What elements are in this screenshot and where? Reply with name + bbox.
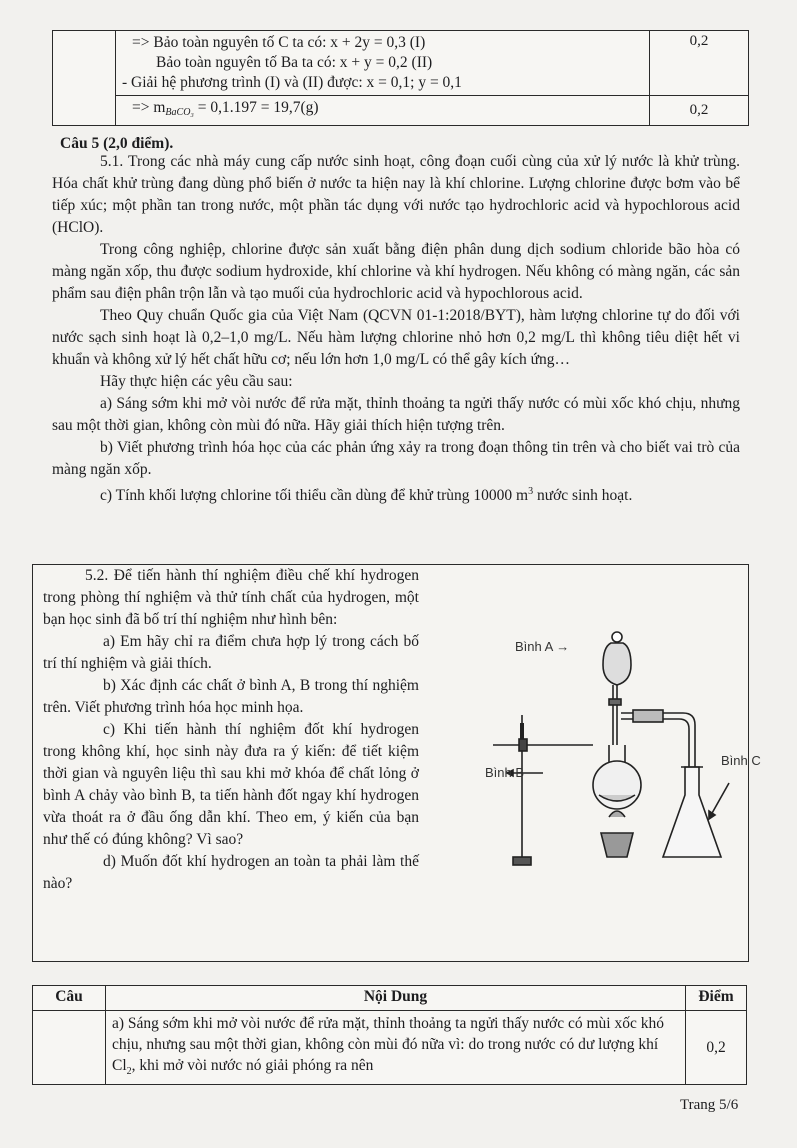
paragraph-standard: Theo Quy chuẩn Quốc gia của Việt Nam (QCVN 01-1:2018/BYT), hàm lượng chlorine tự do đối với nước sạch sinh hoạt là 0,2–1,0 mg/L. Nếu hàm lượng chlorine nhỏ hơn 0,2 mg/L thì không tiêu diệt hết vi khuẩn và không xử lý hết chất hữu cơ; nếu lớn hơn 1,0 mg/L có thể gây kích ứng… <box>52 307 740 368</box>
solution-line-3: - Giải hệ phương trình (I) và (II) được: x = 0,1; y = 0,1 <box>122 74 462 91</box>
answer-content-cell: a) Sáng sớm khi mở vòi nước để rửa mặt, thỉnh thoảng ta ngửi thấy nước có mùi xốc khó chịu, nhưng sau một thời gian, không còn mùi đó nữa vì: do trong nước có dư lượng khí $Cl_2$, khi mở vòi nước nó giải phóng ra nên <box>106 1011 686 1085</box>
flask-a-stopper <box>612 632 622 642</box>
solution-table-top <box>52 30 749 126</box>
flask-a <box>603 643 631 685</box>
lab-apparatus-diagram <box>433 595 761 905</box>
burner <box>601 833 633 857</box>
paragraph-requirements: Hãy thực hiện các yêu cầu sau: <box>100 373 293 390</box>
score-cell-2 <box>650 96 749 126</box>
header-content: Nội Dung <box>106 986 686 1011</box>
solution-line-4: => $m_{BaCO_3} = 0,1.197 = 19,7(g)$ <box>132 99 319 118</box>
score-1: 0,2 <box>689 33 709 49</box>
stand-base <box>513 857 531 865</box>
section-5-2-a: a) Em hãy chỉ ra điểm chưa hợp lý trong cách bố trí thí nghiệm và giải thích. <box>43 633 419 672</box>
section-5-2-d: d) Muốn đốt khí hydrogen an toàn ta phải làm thế nào? <box>43 853 419 892</box>
score-cell-1 <box>650 31 749 96</box>
solution-line-2: Bảo toàn nguyên tố Ba ta có: x + y = 0,2 (II) <box>156 54 433 71</box>
question-5-1-c: c) Tính khối lượng chlorine tối thiểu cần dùng để khử trùng 10000 $m^3$ nước sinh hoạt. <box>100 486 633 505</box>
question-5-1-b: b) Viết phương trình hóa học của các phản ứng xảy ra trong đoạn thông tin trên và cho biết vai trò của màng ngăn xốp. <box>52 439 740 478</box>
label-flask-a: Bình A → <box>515 639 570 654</box>
section-5-2-b: b) Xác định các chất ở bình A, B trong thí nghiệm trên. Viết phương trình hóa học minh họa. <box>43 677 419 716</box>
page-number: Trang 5/6 <box>680 1097 739 1113</box>
label-flask-b: Bình B <box>485 765 525 780</box>
label-flask-c: Bình C <box>721 753 761 768</box>
paragraph-industry: Trong công nghiệp, chlorine được sản xuất bằng điện phân dung dịch sodium chloride bão hòa có màng ngăn xốp, thu được sodium hydroxide, khí chlorine và khí hydrogen. Nếu không có màng ngăn, các sản phẩm sau điện phân trộn lẫn và tạo muối của hydrochloric acid và hypochlorous acid. <box>52 241 740 302</box>
burner-flame <box>609 811 625 817</box>
header-score: Điểm <box>686 986 747 1011</box>
section-5-2-box <box>32 564 761 962</box>
paragraph-5-1: 5.1. Trong các nhà máy cung cấp nước sinh hoạt, công đoạn cuối cùng của xử lý nước là khử trùng. Hóa chất khử trùng đang dùng phổ biến ở nước ta hiện nay là khí chlorine. Lượng chlorine được bơm vào bể tiếp xúc; một phần tan trong nước, một phần tác dụng với nước tạo hydrochloric acid và hypochlorous acid (HClO). <box>52 153 740 236</box>
solution-cell-2 <box>116 96 650 126</box>
section-5-2-c: c) Khi tiến hành thí nghiệm đốt khí hydrogen trong không khí, học sinh này đưa ra ý kiến: để tiết kiệm thời gian và nguyên liệu thì sau khi mở khóa để chất lỏng ở bình A chảy vào bình B, ta tiến hành đốt ngay khí hydrogen vừa thoát ra ở đầu ống dẫn khí. Theo em, ý kiến của bạn như thế có đúng không? Vì sao? <box>43 721 419 848</box>
solution-cell-1 <box>116 31 650 96</box>
arrow-c <box>711 783 729 815</box>
answer-score-cell: 0,2 <box>686 1011 747 1085</box>
section-5-2-text <box>43 565 419 895</box>
question5-body <box>52 151 740 507</box>
tube-connector <box>633 710 663 722</box>
header-question: Câu <box>33 986 106 1011</box>
question5-title: Câu 5 (2,0 điểm). <box>60 135 174 152</box>
funnel-valve <box>609 699 621 705</box>
section-5-2-intro: 5.2. Để tiến hành thí nghiệm điều chế khí hydrogen trong phòng thí nghiệm và thử tính chất của hydrogen, một bạn học sinh đã bố trí thí nghiệm như hình bên: <box>43 567 419 628</box>
question-5-1-a: a) Sáng sớm khi mở vòi nước để rửa mặt, thỉnh thoảng ta ngửi thấy nước có mùi xốc khó chịu, nhưng sau một thời gian, không còn mùi đó nữa. Hãy giải thích hiện tượng trên. <box>52 395 740 434</box>
answer-question-cell <box>33 1011 106 1085</box>
question-cell <box>53 31 116 126</box>
answer-table <box>32 985 747 1085</box>
score-2: 0,2 <box>689 102 709 118</box>
solution-line-1: => Bảo toàn nguyên tố C ta có: x + 2y = 0,3 (I) <box>132 34 426 51</box>
